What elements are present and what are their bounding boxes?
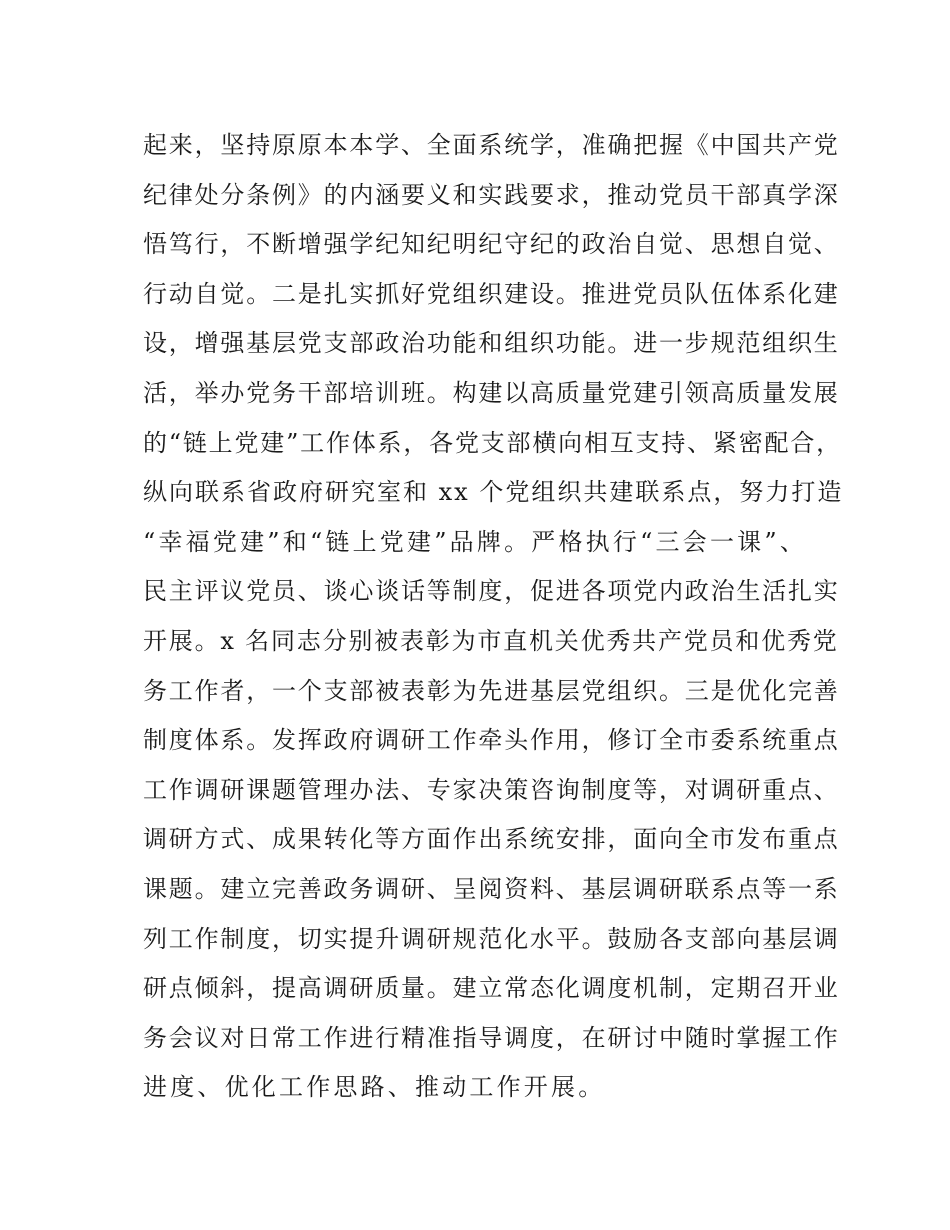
text-line: 进度、优化工作思路、推动工作开展。 [143, 1073, 606, 1102]
text-line: 列工作制度，切实提升调研规范化水平。鼓励各支部向基层调 [143, 924, 840, 953]
text-line: 起来，坚持原原本本学、全面系统学，准确把握《中国共产党 [143, 131, 840, 159]
text-line: 行动自觉。二是扎实抓好党组织建设。推进党员队伍体系化建 [143, 279, 840, 308]
text-line: 民主评议党员、谈心谈话等制度，促进各项党内政治生活扎实 [143, 577, 840, 606]
text-line: 纪律处分条例》的内涵要义和实践要求，推动党员干部真学深 [143, 180, 840, 209]
text-line: 务工作者，一个支部被表彰为先进基层党组织。三是优化完善 [143, 676, 840, 705]
text-line: 开展。x 名同志分别被表彰为市直机关优秀共产党员和优秀党 [143, 626, 839, 655]
text-line: 调研方式、成果转化等方面作出系统安排，面向全市发布重点 [143, 825, 840, 854]
text-line: 活，举办党务干部培训班。构建以高质量党建引领高质量发展 [143, 378, 840, 407]
text-line: 课题。建立完善政务调研、呈阅资料、基层调研联系点等一系 [143, 874, 840, 903]
text-line: 制度体系。发挥政府调研工作牵头作用，修订全市委系统重点 [143, 726, 840, 755]
text-line: 研点倾斜，提高调研质量。建立常态化调度机制，定期召开业 [143, 974, 840, 1003]
text-line: 纵向联系省政府研究室和 xx 个党组织共建联系点，努力打造 [143, 478, 844, 507]
text-line: “幸福党建”和“链上党建”品牌。严格执行“三会一课”、 [143, 527, 808, 556]
text-line: 工作调研课题管理办法、专家决策咨询制度等，对调研重点、 [143, 775, 840, 804]
text-line: 设，增强基层党支部政治功能和组织功能。进一步规范组织生 [143, 329, 840, 358]
text-line: 的“链上党建”工作体系，各党支部横向相互支持、紧密配合， [143, 428, 842, 457]
body-paragraph [143, 121, 843, 1113]
text-line: 务会议对日常工作进行精准指导调度，在研讨中随时掌握工作 [143, 1023, 840, 1052]
text-line: 悟笃行，不断增强学纪知纪明纪守纪的政治自觉、思想自觉、 [143, 230, 840, 259]
